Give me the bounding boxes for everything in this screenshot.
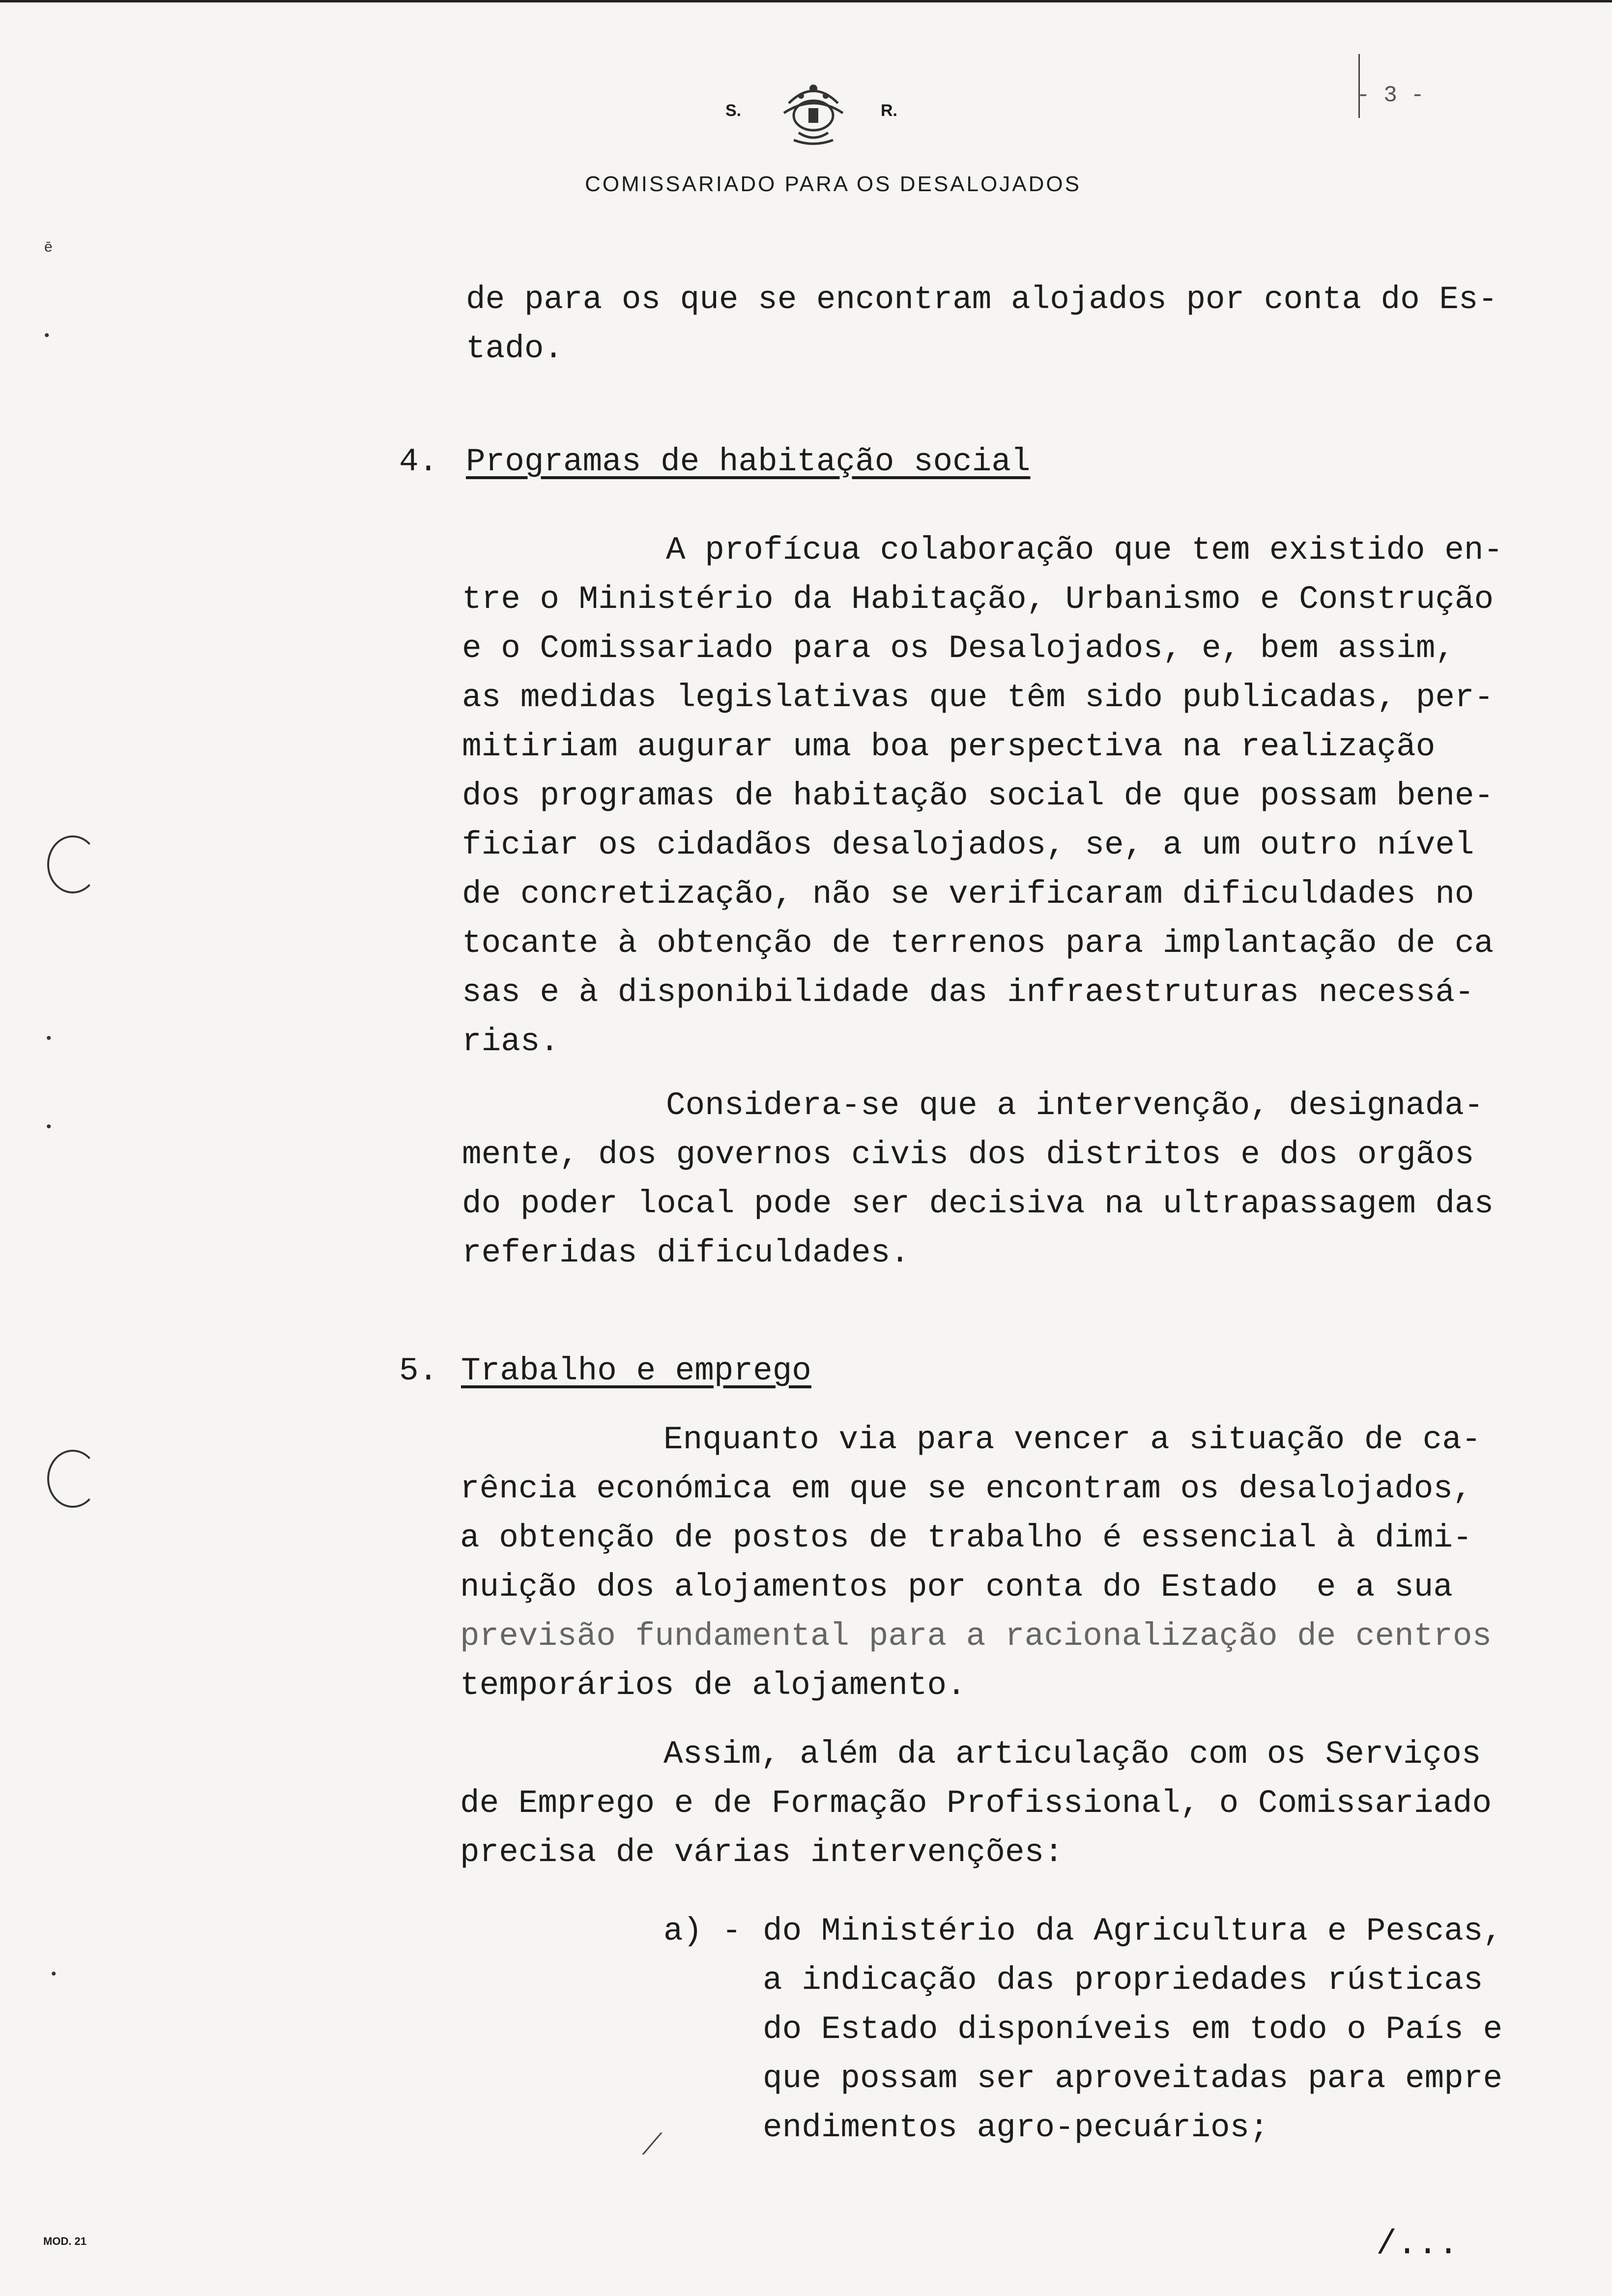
letterhead-left-initial: S. <box>725 101 742 120</box>
top-rule <box>0 0 1612 2</box>
coat-of-arms-icon <box>774 74 853 152</box>
paragraph-line: previsão fundamental para a racionalização de centros <box>460 1618 1492 1655</box>
paragraph-line: e o Comissariado para os Desalojados, e, bem assim, <box>462 630 1455 667</box>
paragraph-line: de concretização, não se verificaram dificuldades no <box>462 876 1474 913</box>
punch-hole <box>47 835 98 893</box>
margin-mark: ē <box>44 239 53 255</box>
list-item-marker: a) - <box>663 1913 742 1950</box>
continuation-mark: /... <box>1376 2225 1459 2264</box>
list-item-line: endimentos agro-pecuários; <box>763 2109 1269 2146</box>
section-5-title: Trabalho e emprego <box>461 1352 811 1389</box>
paragraph-line: mente, dos governos civis dos distritos e dos orgãos <box>462 1136 1474 1173</box>
paragraph-line: referidas dificuldades. <box>462 1234 910 1271</box>
margin-mark: • <box>51 1966 57 1982</box>
paragraph-line: ficiar os cidadãos desalojados, se, a um outro nível <box>462 827 1474 863</box>
paragraph-line: do poder local pode ser decisiva na ultrapassagem das <box>462 1185 1494 1222</box>
agency-name: COMISSARIADO PARA OS DESALOJADOS <box>585 172 1081 196</box>
page-number: - 3 - <box>1356 83 1425 108</box>
paragraph-line: dos programas de habitação social de que possam bene- <box>462 777 1494 814</box>
paragraph-line: sas e à disponibilidade das infraestruturas necessá- <box>462 974 1474 1011</box>
paragraph-line: mitiriam augurar uma boa perspectiva na realização <box>462 728 1436 765</box>
paragraph-line: tocante à obtenção de terrenos para implantação de ca <box>462 925 1494 962</box>
paragraph-line: Assim, além da articulação com os Serviços <box>663 1736 1481 1773</box>
margin-mark: • <box>46 1119 52 1135</box>
list-item-line: a indicação das propriedades rústicas <box>763 1962 1483 1999</box>
paragraph-line: nuição dos alojamentos por conta do Estado e a sua <box>460 1569 1453 1606</box>
paragraph-line: rias. <box>462 1023 560 1060</box>
margin-mark: • <box>46 1030 52 1046</box>
list-item-line: do Ministério da Agricultura e Pescas, <box>763 1913 1503 1950</box>
margin-mark: • <box>44 327 50 344</box>
paragraph-line: tre o Ministério da Habitação, Urbanismo e Construção <box>462 581 1494 618</box>
section-4-title: Programas de habitação social <box>466 443 1031 480</box>
paragraph-line: rência económica em que se encontram os desalojados, <box>460 1470 1472 1507</box>
section-4-number: 4. <box>399 443 438 480</box>
paragraph-line: de Emprego e de Formação Profissional, o Comissariado <box>460 1785 1492 1822</box>
continuation-line: de para os que se encontram alojados por conta do Es- <box>466 281 1498 318</box>
continuation-line: tado. <box>466 330 564 367</box>
list-item-line: que possam ser aproveitadas para empre <box>763 2060 1503 2097</box>
paragraph-line: a obtenção de postos de trabalho é essencial à dimi- <box>460 1520 1472 1556</box>
letterhead-right-initial: R. <box>881 101 897 120</box>
paragraph-line: A profícua colaboração que tem existido en- <box>666 532 1503 569</box>
pencil-tick-mark: ⟋ <box>642 2130 662 2163</box>
paragraph-line: as medidas legislativas que têm sido publicadas, per- <box>462 679 1494 716</box>
punch-hole <box>47 1450 98 1508</box>
paragraph-line: precisa de várias intervenções: <box>460 1834 1064 1871</box>
paragraph-line: temporários de alojamento. <box>460 1667 966 1704</box>
section-5-number: 5. <box>399 1352 438 1389</box>
paragraph-line: Considera-se que a intervenção, designada- <box>666 1087 1484 1124</box>
paragraph-line: Enquanto via para vencer a situação de ca- <box>663 1421 1481 1458</box>
form-code: MOD. 21 <box>43 2235 87 2247</box>
list-item-line: do Estado disponíveis em todo o País e <box>763 2011 1503 2048</box>
